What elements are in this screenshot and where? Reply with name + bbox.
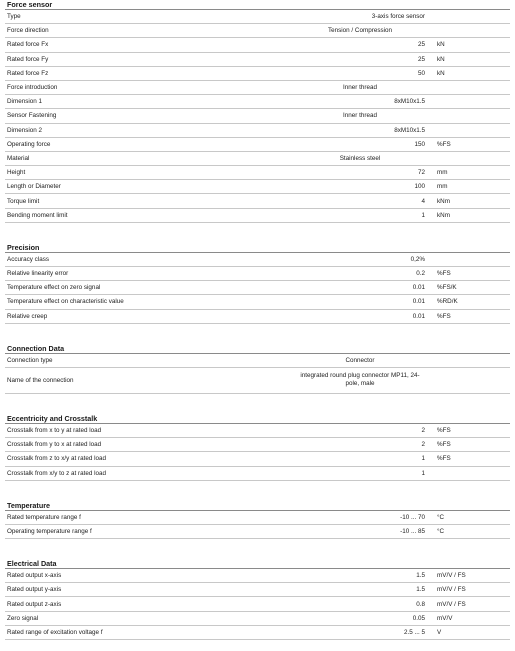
spec-row [5, 180, 510, 194]
spec-row [5, 267, 510, 281]
spec-label: Crosstalk from x/y to z at rated load [7, 469, 107, 477]
spec-unit: %FS [437, 441, 451, 449]
spec-row [5, 281, 510, 295]
spec-label: Material [7, 154, 30, 162]
spec-label: Type [7, 13, 21, 21]
spec-value: -10 ... 85 [400, 527, 425, 535]
spec-label: Crosstalk from z to x/y at rated load [7, 455, 107, 463]
spec-value: Inner thread [343, 84, 377, 92]
spec-row [5, 81, 510, 95]
spec-unit: %FS [437, 270, 451, 278]
spec-value: 25 [417, 41, 425, 49]
spec-row [5, 612, 510, 626]
spec-unit: kN [437, 69, 445, 77]
spec-label: Length or Diameter [7, 183, 61, 191]
spec-unit: %FS/K [437, 284, 457, 292]
spec-row [5, 295, 510, 309]
spec-unit: %FS [437, 455, 451, 463]
spec-row [5, 626, 510, 640]
spec-value: 50 [417, 69, 425, 77]
spec-value: 72 [417, 169, 425, 177]
spec-row [5, 438, 510, 452]
spec-label: Relative linearity error [7, 270, 69, 278]
spec-label: Force direction [7, 27, 49, 35]
spec-unit: °C [437, 513, 445, 521]
spec-value: Stainless steel [339, 154, 381, 162]
spec-unit: %FS [437, 312, 451, 320]
spec-value: 0.01 [412, 312, 425, 320]
spec-row [5, 10, 510, 24]
spec-value: 1.5 [416, 586, 425, 594]
spec-label: Zero signal [7, 614, 39, 622]
spec-label: Crosstalk from x to y at rated load [7, 427, 102, 435]
section-title: Connection Data [5, 344, 510, 354]
spec-label: Rated temperature range f [7, 513, 81, 521]
spec-value: 2 [421, 427, 425, 435]
section-title: Precision [5, 243, 510, 253]
spec-row [5, 209, 510, 223]
spec-unit: %FS [437, 140, 451, 148]
spec-value: 8xM10x1.5 [394, 98, 425, 106]
spec-value: 0.05 [412, 614, 425, 622]
spec-row [5, 67, 510, 81]
spec-label: Operating temperature range f [7, 527, 92, 535]
spec-unit: kN [437, 55, 445, 63]
spec-unit: mm [437, 169, 448, 177]
spec-section [5, 243, 510, 324]
spec-label: Rated force Fx [7, 41, 49, 49]
spec-value: 0.01 [412, 298, 425, 306]
spec-value: 25 [417, 55, 425, 63]
spec-label: Temperature effect on zero signal [7, 284, 101, 292]
spec-row [5, 310, 510, 324]
spec-value: 1 [421, 455, 425, 463]
section-gap [5, 324, 510, 344]
spec-row [5, 511, 510, 525]
spec-unit: V [437, 628, 442, 636]
spec-value: integrated round plug connector MP11, 24-pole, male [300, 372, 420, 388]
spec-row [5, 38, 510, 52]
spec-label: Rated output z-axis [7, 600, 62, 608]
section-title: Eccentricity and Crosstalk [5, 414, 510, 424]
spec-unit: kNm [437, 197, 450, 205]
spec-label: Height [7, 169, 26, 177]
spec-row [5, 138, 510, 152]
spec-value: 8xM10x1.5 [394, 126, 425, 134]
spec-value: 0,2% [410, 255, 425, 263]
spec-label: Dimension 1 [7, 98, 42, 106]
section-gap [5, 223, 510, 243]
spec-row [5, 354, 510, 368]
section-title: Electrical Data [5, 559, 510, 569]
spec-value: 2 [421, 441, 425, 449]
spec-value: Tension / Compression [327, 27, 393, 35]
spec-unit: mV/V / FS [437, 572, 466, 580]
spec-value: Connector [345, 356, 375, 364]
spec-section [5, 501, 510, 539]
spec-value: 1 [421, 211, 425, 219]
spec-row [5, 253, 510, 267]
spec-value: 3-axis force sensor [371, 13, 425, 21]
spec-unit: %RD/K [437, 298, 458, 306]
spec-unit: kNm [437, 211, 450, 219]
spec-row [5, 109, 510, 123]
spec-row [5, 569, 510, 583]
spec-unit: mm [437, 183, 448, 191]
spec-value: 0.2 [416, 270, 425, 278]
spec-row [5, 424, 510, 438]
section-title: Force sensor [5, 0, 510, 10]
spec-label: Rated output x-axis [7, 572, 62, 580]
spec-label: Name of the connection [7, 376, 74, 384]
spec-label: Force introduction [7, 84, 58, 92]
spec-value: -10 ... 70 [400, 513, 425, 521]
section-gap [5, 394, 510, 414]
spec-label: Rated range of excitation voltage f [7, 628, 103, 636]
spec-section [5, 0, 510, 223]
spec-label: Relative creep [7, 312, 48, 320]
spec-row [5, 194, 510, 208]
spec-unit: °C [437, 527, 445, 535]
spec-label: Rated force Fz [7, 69, 49, 77]
spec-value: Inner thread [343, 112, 377, 120]
spec-label: Crosstalk from y to x at rated load [7, 441, 102, 449]
spec-row [5, 583, 510, 597]
spec-value: 1 [421, 469, 425, 477]
spec-value: 4 [421, 197, 425, 205]
spec-unit: %FS [437, 427, 451, 435]
spec-value: 150 [414, 140, 425, 148]
spec-label: Sensor Fastening [7, 112, 57, 120]
spec-row [5, 95, 510, 109]
spec-label: Dimension 2 [7, 126, 42, 134]
spec-row [5, 124, 510, 138]
spec-unit: mV/V / FS [437, 600, 466, 608]
spec-row [5, 452, 510, 466]
section-gap [5, 539, 510, 559]
spec-row [5, 525, 510, 539]
spec-row [5, 597, 510, 611]
spec-label: Bending moment limit [7, 211, 68, 219]
spec-row [5, 368, 510, 394]
spec-label: Accuracy class [7, 255, 49, 263]
spec-value: 1.5 [416, 572, 425, 580]
spec-section [5, 414, 510, 481]
spec-label: Operating force [7, 140, 51, 148]
spec-label: Rated force Fy [7, 55, 49, 63]
spec-label: Temperature effect on characteristic value [7, 298, 124, 306]
spec-unit: mV/V / FS [437, 586, 466, 594]
section-gap [5, 481, 510, 501]
spec-section [5, 559, 510, 640]
spec-value: 0.01 [412, 284, 425, 292]
spec-value: 100 [414, 183, 425, 191]
spec-section [5, 344, 510, 394]
spec-row [5, 166, 510, 180]
spec-value: 0.8 [416, 600, 425, 608]
spec-value: 2.5 ... 5 [403, 628, 425, 636]
spec-label: Rated output y-axis [7, 586, 62, 594]
spec-row [5, 24, 510, 38]
section-title: Temperature [5, 501, 510, 511]
spec-row [5, 53, 510, 67]
spec-unit: mV/V [437, 614, 453, 622]
spec-unit: kN [437, 41, 445, 49]
spec-row [5, 152, 510, 166]
spec-label: Torque limit [7, 197, 40, 205]
spec-row [5, 467, 510, 481]
spec-label: Connection type [7, 356, 53, 364]
